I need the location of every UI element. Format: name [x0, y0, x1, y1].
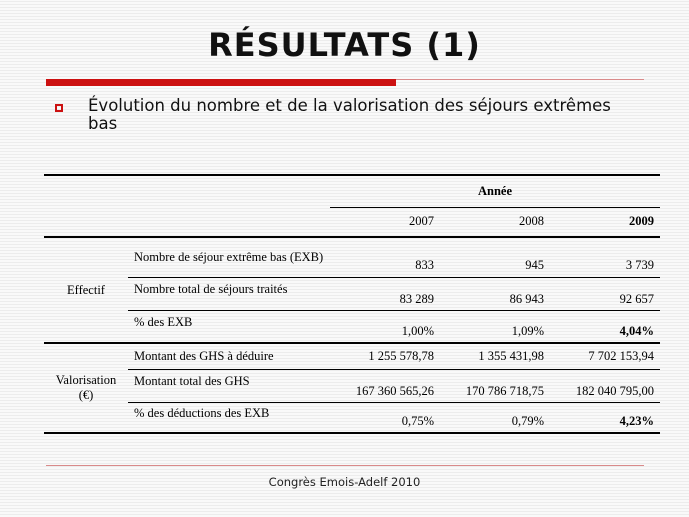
- row-label: Nombre de séjour extrême bas (EXB): [128, 237, 330, 277]
- row-label: % des déductions des EXB: [128, 402, 330, 433]
- table-row: [44, 310, 660, 343]
- group-label-effectif: Effectif: [44, 237, 128, 343]
- year-header-row: [44, 207, 660, 237]
- table-row: [44, 343, 660, 369]
- slide-title: RÉSULTATS (1): [208, 26, 481, 64]
- row-label: Nombre total de séjours traités: [128, 277, 330, 310]
- table-row: [44, 237, 660, 277]
- cell-value: 86 943: [440, 277, 550, 310]
- cell-value: 0,75%: [330, 402, 440, 433]
- footer-rule: [46, 465, 644, 466]
- cell-value: 1 255 578,78: [330, 343, 440, 369]
- cell-value: 182 040 795,00: [550, 369, 660, 402]
- cell-value: 167 360 565,26: [330, 369, 440, 402]
- cell-value: 7 702 153,94: [550, 343, 660, 369]
- header-group-row: [44, 175, 660, 207]
- cell-value: 0,79%: [440, 402, 550, 433]
- footer-text: Congrès Emois-Adelf 2010: [268, 475, 421, 489]
- cell-value: 833: [330, 237, 440, 277]
- results-table: [44, 174, 660, 434]
- cell-value: 1,09%: [440, 310, 550, 343]
- table-row: [44, 277, 660, 310]
- year-header-2008: 2008: [440, 207, 550, 237]
- square-bullet-icon: [55, 104, 63, 112]
- bullet-text: Évolution du nombre et de la valorisation des séjours extrêmes bas: [88, 96, 611, 133]
- cell-value: 92 657: [550, 277, 660, 310]
- row-label: Montant total des GHS: [128, 369, 330, 402]
- table-row: [44, 369, 660, 402]
- cell-value: 3 739: [550, 237, 660, 277]
- cell-value: 1,00%: [330, 310, 440, 343]
- row-label: Montant des GHS à déduire: [128, 343, 330, 369]
- cell-value: 4,23%: [550, 402, 660, 433]
- year-header-2009: 2009: [550, 207, 660, 237]
- cell-value: 83 289: [330, 277, 440, 310]
- cell-value: 945: [440, 237, 550, 277]
- title-accent-bar: [46, 79, 396, 86]
- year-group-header: Année: [330, 175, 660, 207]
- cell-value: 4,04%: [550, 310, 660, 343]
- table-row: [44, 402, 660, 433]
- year-header-2007: 2007: [330, 207, 440, 237]
- cell-value: 170 786 718,75: [440, 369, 550, 402]
- row-label: % des EXB: [128, 310, 330, 343]
- cell-value: 1 355 431,98: [440, 343, 550, 369]
- group-label-valorisation: Valorisation (€): [44, 343, 128, 433]
